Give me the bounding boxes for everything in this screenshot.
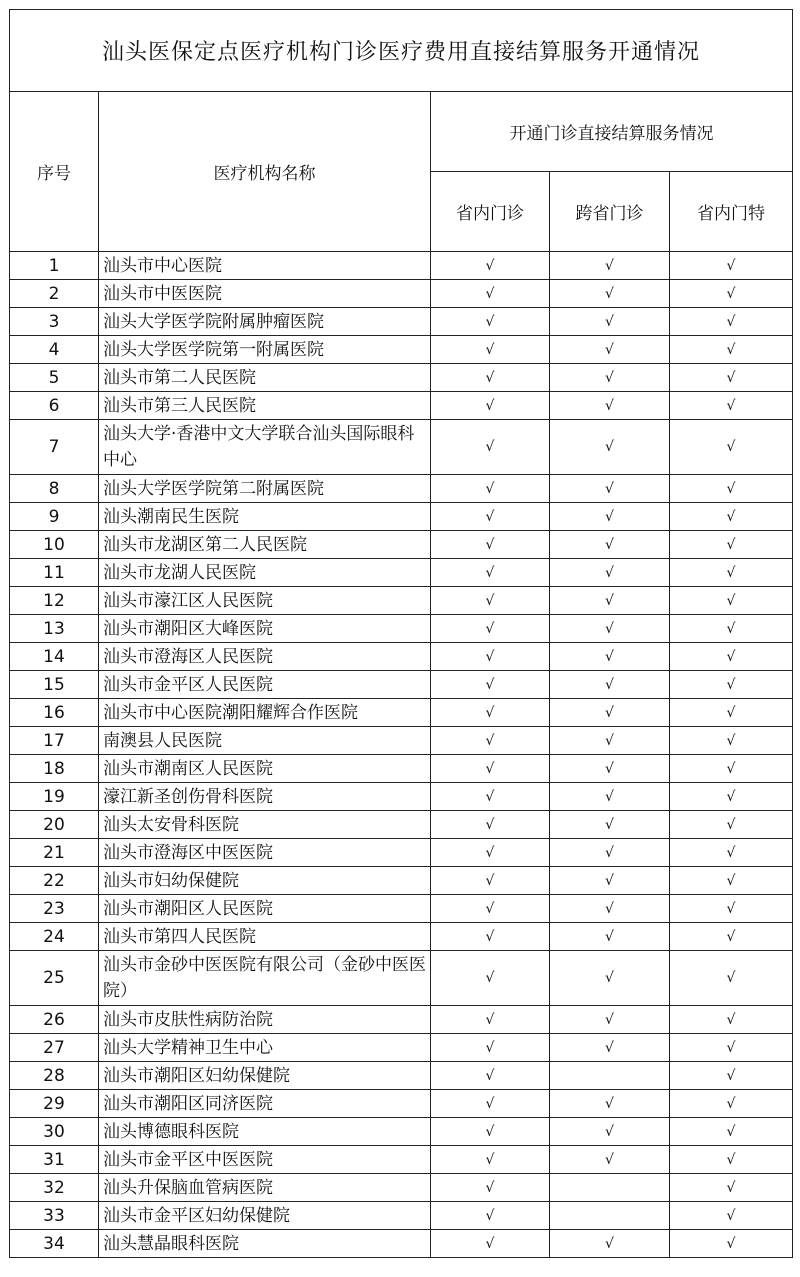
provincial-special-check: √ [670,1062,793,1090]
row-number: 31 [10,1146,99,1174]
institution-name: 汕头市第四人民医院 [99,923,431,951]
cross-province-outpatient-check: √ [550,475,670,503]
provincial-outpatient-check: √ [431,308,550,336]
cross-province-outpatient-check: √ [550,699,670,727]
cross-province-outpatient-check: √ [550,1146,670,1174]
institution-name: 汕头市金平区妇幼保健院 [99,1202,431,1230]
row-number: 7 [10,420,99,475]
cross-province-outpatient-check: √ [550,867,670,895]
institution-name: 汕头市潮南区人民医院 [99,755,431,783]
provincial-outpatient-check: √ [431,1174,550,1202]
row-number: 24 [10,923,99,951]
row-number: 14 [10,643,99,671]
cross-province-outpatient-check: √ [550,420,670,475]
cross-province-outpatient-check [550,1202,670,1230]
cross-province-outpatient-check: √ [550,783,670,811]
provincial-outpatient-check: √ [431,895,550,923]
provincial-special-check: √ [670,559,793,587]
cross-province-outpatient-check: √ [550,1230,670,1258]
cross-province-outpatient-check: √ [550,392,670,420]
provincial-outpatient-check: √ [431,336,550,364]
provincial-special-check: √ [670,1174,793,1202]
institution-name: 汕头市潮阳区妇幼保健院 [99,1062,431,1090]
cross-province-outpatient-check: √ [550,811,670,839]
institution-name: 汕头市中医医院 [99,280,431,308]
row-number: 19 [10,783,99,811]
provincial-outpatient-check: √ [431,559,550,587]
provincial-special-check: √ [670,1034,793,1062]
table-body [10,252,793,1258]
cross-province-outpatient-check: √ [550,1006,670,1034]
cross-province-outpatient-check: √ [550,839,670,867]
provincial-outpatient-check: √ [431,1202,550,1230]
cross-province-outpatient-check: √ [550,364,670,392]
table-row [10,587,793,615]
cross-province-outpatient-check: √ [550,895,670,923]
table-row [10,755,793,783]
provincial-special-check: √ [670,1202,793,1230]
institution-name: 汕头市龙湖人民医院 [99,559,431,587]
provincial-special-check: √ [670,252,793,280]
table-row [10,1006,793,1034]
provincial-special-check: √ [670,1230,793,1258]
table-row [10,475,793,503]
row-number: 28 [10,1062,99,1090]
header-col-cross-province-outpatient: 跨省门诊 [550,172,670,252]
institution-name: 汕头市第二人民医院 [99,364,431,392]
row-number: 22 [10,867,99,895]
row-number: 8 [10,475,99,503]
provincial-special-check: √ [670,503,793,531]
provincial-outpatient-check: √ [431,364,550,392]
provincial-outpatient-check: √ [431,839,550,867]
institution-name: 汕头大学·香港中文大学联合汕头国际眼科中心 [99,420,431,475]
provincial-special-check: √ [670,699,793,727]
institution-name: 汕头市潮阳区大峰医院 [99,615,431,643]
institution-name: 汕头市龙湖区第二人民医院 [99,531,431,559]
row-number: 23 [10,895,99,923]
provincial-outpatient-check: √ [431,811,550,839]
provincial-special-check: √ [670,475,793,503]
header-col-provincial-special: 省内门特 [670,172,793,252]
table-row [10,252,793,280]
provincial-outpatient-check: √ [431,783,550,811]
provincial-outpatient-check: √ [431,420,550,475]
row-number: 20 [10,811,99,839]
row-number: 32 [10,1174,99,1202]
provincial-special-check: √ [670,615,793,643]
institution-name: 汕头市潮阳区人民医院 [99,895,431,923]
cross-province-outpatient-check: √ [550,503,670,531]
provincial-special-check: √ [670,727,793,755]
cross-province-outpatient-check: √ [550,280,670,308]
provincial-special-check: √ [670,755,793,783]
table-row [10,392,793,420]
table-row [10,671,793,699]
table-title: 汕头医保定点医疗机构门诊医疗费用直接结算服务开通情况 [10,10,793,92]
provincial-special-check: √ [670,1146,793,1174]
header-seq: 序号 [10,92,99,252]
table-row [10,503,793,531]
table-row [10,615,793,643]
cross-province-outpatient-check: √ [550,252,670,280]
institution-name: 汕头市第三人民医院 [99,392,431,420]
table-row [10,727,793,755]
table-row [10,811,793,839]
provincial-outpatient-check: √ [431,1118,550,1146]
settlement-table [9,9,793,1258]
cross-province-outpatient-check: √ [550,951,670,1006]
institution-name: 汕头博德眼科医院 [99,1118,431,1146]
table-row [10,308,793,336]
provincial-special-check: √ [670,364,793,392]
row-number: 30 [10,1118,99,1146]
table-row [10,699,793,727]
provincial-special-check: √ [670,587,793,615]
provincial-special-check: √ [670,811,793,839]
cross-province-outpatient-check: √ [550,755,670,783]
table-row [10,1090,793,1118]
provincial-outpatient-check: √ [431,1146,550,1174]
institution-name: 汕头市潮阳区同济医院 [99,1090,431,1118]
row-number: 9 [10,503,99,531]
provincial-outpatient-check: √ [431,923,550,951]
row-number: 34 [10,1230,99,1258]
institution-name: 汕头市中心医院 [99,252,431,280]
row-number: 11 [10,559,99,587]
table-row [10,951,793,1006]
provincial-outpatient-check: √ [431,671,550,699]
cross-province-outpatient-check: √ [550,559,670,587]
cross-province-outpatient-check [550,1062,670,1090]
table-row [10,559,793,587]
row-number: 13 [10,615,99,643]
header-name: 医疗机构名称 [99,92,431,252]
row-number: 27 [10,1034,99,1062]
cross-province-outpatient-check: √ [550,1090,670,1118]
provincial-special-check: √ [670,392,793,420]
provincial-outpatient-check: √ [431,643,550,671]
table-row [10,1146,793,1174]
provincial-outpatient-check: √ [431,699,550,727]
row-number: 4 [10,336,99,364]
provincial-outpatient-check: √ [431,951,550,1006]
provincial-special-check: √ [670,308,793,336]
row-number: 21 [10,839,99,867]
provincial-outpatient-check: √ [431,1230,550,1258]
row-number: 10 [10,531,99,559]
table-row [10,867,793,895]
cross-province-outpatient-check: √ [550,308,670,336]
table-row [10,280,793,308]
table-row [10,1118,793,1146]
provincial-special-check: √ [670,951,793,1006]
row-number: 5 [10,364,99,392]
cross-province-outpatient-check: √ [550,643,670,671]
provincial-special-check: √ [670,923,793,951]
provincial-outpatient-check: √ [431,503,550,531]
institution-name: 汕头市金平区中医医院 [99,1146,431,1174]
row-number: 15 [10,671,99,699]
institution-name: 汕头市濠江区人民医院 [99,587,431,615]
institution-name: 濠江新圣创伤骨科医院 [99,783,431,811]
cross-province-outpatient-check: √ [550,727,670,755]
provincial-outpatient-check: √ [431,727,550,755]
provincial-special-check: √ [670,531,793,559]
institution-name: 汕头太安骨科医院 [99,811,431,839]
provincial-outpatient-check: √ [431,1090,550,1118]
row-number: 16 [10,699,99,727]
cross-province-outpatient-check: √ [550,923,670,951]
institution-name: 汕头潮南民生医院 [99,503,431,531]
institution-name: 汕头市皮肤性病防治院 [99,1006,431,1034]
table-row [10,364,793,392]
row-number: 3 [10,308,99,336]
provincial-outpatient-check: √ [431,1062,550,1090]
row-number: 12 [10,587,99,615]
header-group: 开通门诊直接结算服务情况 [431,92,793,172]
cross-province-outpatient-check [550,1174,670,1202]
table-row [10,895,793,923]
table-row [10,531,793,559]
table-row [10,1034,793,1062]
header-col-provincial-outpatient: 省内门诊 [431,172,550,252]
table-row [10,1202,793,1230]
institution-name: 汕头大学医学院第二附属医院 [99,475,431,503]
provincial-outpatient-check: √ [431,475,550,503]
table-row [10,1230,793,1258]
provincial-outpatient-check: √ [431,615,550,643]
provincial-special-check: √ [670,895,793,923]
institution-name: 汕头市澄海区中医医院 [99,839,431,867]
provincial-outpatient-check: √ [431,280,550,308]
cross-province-outpatient-check: √ [550,336,670,364]
provincial-special-check: √ [670,336,793,364]
table-row [10,839,793,867]
cross-province-outpatient-check: √ [550,615,670,643]
provincial-special-check: √ [670,1118,793,1146]
institution-name: 汕头市澄海区人民医院 [99,643,431,671]
institution-name: 汕头大学医学院附属肿瘤医院 [99,308,431,336]
table-row [10,1062,793,1090]
table-row [10,923,793,951]
provincial-special-check: √ [670,867,793,895]
row-number: 29 [10,1090,99,1118]
provincial-special-check: √ [670,671,793,699]
table-row [10,783,793,811]
provincial-outpatient-check: √ [431,252,550,280]
row-number: 17 [10,727,99,755]
provincial-outpatient-check: √ [431,755,550,783]
provincial-special-check: √ [670,420,793,475]
cross-province-outpatient-check: √ [550,1034,670,1062]
cross-province-outpatient-check: √ [550,587,670,615]
table-row [10,420,793,475]
provincial-outpatient-check: √ [431,392,550,420]
institution-name: 汕头市金砂中医医院有限公司（金砂中医医院） [99,951,431,1006]
row-number: 26 [10,1006,99,1034]
institution-name: 汕头升保脑血管病医院 [99,1174,431,1202]
cross-province-outpatient-check: √ [550,531,670,559]
provincial-outpatient-check: √ [431,867,550,895]
cross-province-outpatient-check: √ [550,1118,670,1146]
row-number: 6 [10,392,99,420]
cross-province-outpatient-check: √ [550,671,670,699]
provincial-special-check: √ [670,280,793,308]
provincial-special-check: √ [670,839,793,867]
row-number: 33 [10,1202,99,1230]
table-row [10,1174,793,1202]
provincial-special-check: √ [670,783,793,811]
row-number: 1 [10,252,99,280]
institution-name: 汕头市中心医院潮阳耀辉合作医院 [99,699,431,727]
institution-name: 汕头慧晶眼科医院 [99,1230,431,1258]
table-row [10,336,793,364]
institution-name: 汕头大学精神卫生中心 [99,1034,431,1062]
provincial-outpatient-check: √ [431,1006,550,1034]
row-number: 2 [10,280,99,308]
provincial-outpatient-check: √ [431,1034,550,1062]
provincial-outpatient-check: √ [431,587,550,615]
provincial-outpatient-check: √ [431,531,550,559]
provincial-special-check: √ [670,1006,793,1034]
provincial-special-check: √ [670,1090,793,1118]
institution-name: 汕头大学医学院第一附属医院 [99,336,431,364]
institution-name: 汕头市妇幼保健院 [99,867,431,895]
institution-name: 汕头市金平区人民医院 [99,671,431,699]
row-number: 18 [10,755,99,783]
provincial-special-check: √ [670,643,793,671]
institution-name: 南澳县人民医院 [99,727,431,755]
row-number: 25 [10,951,99,1006]
table-row [10,643,793,671]
